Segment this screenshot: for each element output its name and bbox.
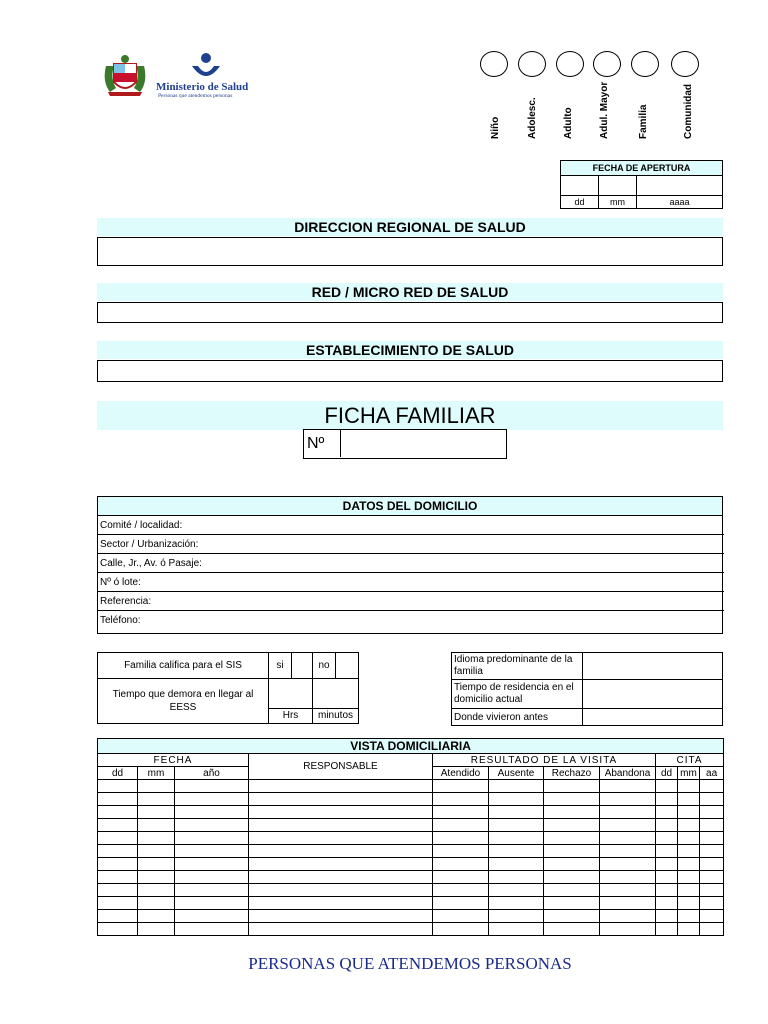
visita-row (98, 806, 724, 819)
visita-dd-header: dd (98, 767, 138, 780)
category-checkbox-nino[interactable] (480, 51, 508, 77)
visita-cell[interactable] (656, 845, 678, 858)
visita-anio-header: año (175, 767, 249, 780)
visita-cell[interactable] (138, 793, 175, 806)
visita-cell[interactable] (98, 793, 138, 806)
visita-table (97, 738, 724, 936)
visita-cell[interactable] (175, 858, 249, 871)
visita-cell[interactable] (175, 819, 249, 832)
visita-cell[interactable] (98, 832, 138, 845)
visita-ausente-header: Ausente (489, 767, 544, 780)
visita-cell[interactable] (489, 897, 544, 910)
visita-cell[interactable] (175, 793, 249, 806)
domicilio-section (97, 496, 723, 634)
visita-cell[interactable] (138, 832, 175, 845)
visita-cell[interactable] (249, 845, 433, 858)
visita-cell[interactable] (656, 858, 678, 871)
visita-cita-aa-header: aa (700, 767, 724, 780)
ficha-numero-input[interactable] (342, 430, 506, 457)
visita-cell[interactable] (700, 923, 724, 936)
visita-cell[interactable] (249, 923, 433, 936)
sis-table (97, 652, 359, 724)
establecimiento-field[interactable] (97, 360, 723, 382)
visita-cell[interactable] (98, 910, 138, 923)
visita-cell[interactable] (249, 793, 433, 806)
visita-cell[interactable] (249, 780, 433, 793)
fecha-apertura-dd-input[interactable] (561, 176, 599, 196)
ministry-tagline: Personas que atendemos personas (158, 93, 233, 99)
visita-cell[interactable] (433, 923, 489, 936)
visita-cell[interactable] (138, 871, 175, 884)
domicilio-field-calle[interactable]: Calle, Jr., Av. ó Pasaje: (98, 554, 724, 573)
visita-cell[interactable] (175, 884, 249, 897)
visita-cell[interactable] (678, 793, 700, 806)
visita-cell[interactable] (489, 793, 544, 806)
visita-cita-header: CITA (656, 754, 724, 767)
visita-cell[interactable] (544, 780, 600, 793)
visita-cell[interactable] (544, 897, 600, 910)
visita-cell[interactable] (98, 819, 138, 832)
donde-vivieron-label: Donde vivieron antes (452, 709, 583, 726)
visita-cell[interactable] (249, 806, 433, 819)
visita-cell[interactable] (433, 793, 489, 806)
visita-cell[interactable] (489, 806, 544, 819)
visita-cell[interactable] (433, 832, 489, 845)
visita-cell[interactable] (175, 910, 249, 923)
visita-cell[interactable] (600, 871, 656, 884)
visita-cell[interactable] (700, 910, 724, 923)
visita-cell[interactable] (433, 845, 489, 858)
ficha-numero-box (303, 429, 507, 459)
ministry-name: Ministerio de Salud (156, 81, 249, 93)
ficha-numero-label: Nº (304, 430, 341, 457)
visita-cell[interactable] (249, 819, 433, 832)
visita-cell[interactable] (600, 832, 656, 845)
visita-cell[interactable] (700, 871, 724, 884)
visita-cell[interactable] (175, 871, 249, 884)
tiempo-eess-label: Tiempo que demora en llegar al EESS (98, 679, 269, 724)
visita-cell[interactable] (656, 884, 678, 897)
visita-cell[interactable] (544, 923, 600, 936)
visita-cell[interactable] (249, 871, 433, 884)
direccion-regional-field[interactable] (97, 237, 723, 266)
visita-cell[interactable] (678, 806, 700, 819)
visita-cell[interactable] (138, 923, 175, 936)
visita-row (98, 871, 724, 884)
visita-cell[interactable] (175, 845, 249, 858)
visita-row (98, 910, 724, 923)
ministerio-de-salud-logo (156, 52, 256, 98)
fecha-apertura-title: FECHA DE APERTURA (561, 161, 723, 176)
visita-cell[interactable] (656, 910, 678, 923)
visita-row (98, 923, 724, 936)
visita-cell[interactable] (678, 884, 700, 897)
visita-cell[interactable] (656, 793, 678, 806)
visita-cell[interactable] (700, 832, 724, 845)
visita-cell[interactable] (489, 871, 544, 884)
visita-cell[interactable] (489, 832, 544, 845)
visita-cell[interactable] (678, 832, 700, 845)
visita-cell[interactable] (678, 780, 700, 793)
footer-slogan: PERSONAS QUE ATENDEMOS PERSONAS (248, 954, 572, 973)
tiempo-hrs-input[interactable] (269, 679, 313, 709)
visita-abandona-header: Abandona (600, 767, 656, 780)
visita-rechazo-header: Rechazo (544, 767, 600, 780)
domicilio-field-lote[interactable]: Nº ó lote: (98, 573, 724, 592)
fecha-apertura-table (560, 160, 723, 209)
sis-si-label: si (269, 653, 292, 679)
visita-cell[interactable] (544, 819, 600, 832)
visita-cell[interactable] (678, 819, 700, 832)
fecha-apertura-aaaa-input[interactable] (637, 176, 723, 196)
visita-cell[interactable] (433, 897, 489, 910)
category-label-familia: Familia (638, 104, 649, 139)
visita-cell[interactable] (175, 806, 249, 819)
visita-cell[interactable] (489, 819, 544, 832)
visita-mm-header: mm (138, 767, 175, 780)
visita-row (98, 858, 724, 871)
visita-cell[interactable] (98, 884, 138, 897)
visita-cell[interactable] (656, 897, 678, 910)
visita-cell[interactable] (175, 897, 249, 910)
visita-cell[interactable] (249, 897, 433, 910)
peru-coat-of-arms-icon (100, 52, 150, 98)
visita-cell[interactable] (175, 923, 249, 936)
sis-label: Familia califica para el SIS (98, 653, 269, 679)
visita-row (98, 832, 724, 845)
visita-cell[interactable] (249, 858, 433, 871)
visita-cell[interactable] (138, 780, 175, 793)
visita-cell[interactable] (656, 923, 678, 936)
visita-cell[interactable] (98, 806, 138, 819)
visita-cell[interactable] (600, 819, 656, 832)
category-label-adolesc: Adolesc. (527, 97, 538, 139)
visita-cell[interactable] (656, 871, 678, 884)
visita-cell[interactable] (600, 845, 656, 858)
direccion-regional-header: DIRECCION REGIONAL DE SALUD (97, 218, 723, 236)
visita-cell[interactable] (700, 884, 724, 897)
visita-cell[interactable] (700, 858, 724, 871)
visita-cell[interactable] (600, 858, 656, 871)
visita-cell[interactable] (489, 884, 544, 897)
category-checkbox-comunidad[interactable] (671, 51, 699, 77)
fecha-apertura-mm-label: mm (599, 196, 637, 209)
visita-cell[interactable] (678, 923, 700, 936)
visita-cell[interactable] (700, 845, 724, 858)
visita-cell[interactable] (544, 806, 600, 819)
visita-cell[interactable] (433, 819, 489, 832)
visita-resultado-header: RESULTADO DE LA VISITA (433, 754, 656, 767)
visita-atendido-header: Atendido (433, 767, 489, 780)
visita-cell[interactable] (138, 897, 175, 910)
domicilio-header: DATOS DEL DOMICILIO (98, 497, 722, 516)
domicilio-field-comite[interactable]: Comité / localidad: (100, 519, 183, 531)
visita-cell[interactable] (600, 910, 656, 923)
visita-cell[interactable] (544, 845, 600, 858)
tiempo-minutos-label: minutos (313, 708, 359, 723)
visita-row (98, 780, 724, 793)
visita-rows (98, 780, 724, 936)
visita-cell[interactable] (98, 845, 138, 858)
visita-cell[interactable] (544, 793, 600, 806)
visita-cell[interactable] (249, 832, 433, 845)
visita-cell[interactable] (544, 884, 600, 897)
visita-cell[interactable] (656, 780, 678, 793)
visita-cell[interactable] (138, 858, 175, 871)
visita-cell[interactable] (98, 780, 138, 793)
visita-row (98, 845, 724, 858)
visita-cell[interactable] (700, 897, 724, 910)
red-micro-red-header: RED / MICRO RED DE SALUD (97, 283, 723, 301)
category-checkbox-adul-mayor[interactable] (593, 51, 621, 77)
visita-cell[interactable] (544, 910, 600, 923)
fecha-apertura-mm-input[interactable] (599, 176, 637, 196)
visita-row (98, 819, 724, 832)
visita-cell[interactable] (600, 884, 656, 897)
domicilio-field-sector[interactable]: Sector / Urbanización: (98, 535, 724, 554)
visita-cell[interactable] (600, 897, 656, 910)
visita-fecha-header: FECHA (98, 754, 249, 767)
visita-cell[interactable] (700, 780, 724, 793)
visita-responsable-header: RESPONSABLE (249, 754, 433, 780)
visita-cell[interactable] (678, 897, 700, 910)
residencia-label: Tiempo de residencia en el domicilio actual (452, 680, 583, 709)
sis-no-checkbox[interactable] (336, 653, 359, 679)
tiempo-hrs-label: Hrs (269, 708, 313, 723)
visita-cell[interactable] (433, 871, 489, 884)
visita-cell[interactable] (175, 832, 249, 845)
fecha-apertura-aaaa-label: aaaa (637, 196, 723, 209)
visita-cita-mm-header: mm (678, 767, 700, 780)
visita-cell[interactable] (138, 884, 175, 897)
fecha-apertura-dd-label: dd (561, 196, 599, 209)
visita-cell[interactable] (98, 923, 138, 936)
visita-cell[interactable] (678, 845, 700, 858)
tiempo-minutos-input[interactable] (313, 679, 359, 709)
visita-cell[interactable] (600, 923, 656, 936)
sis-no-label: no (313, 653, 336, 679)
visita-cell[interactable] (433, 780, 489, 793)
domicilio-field-referencia[interactable]: Referencia: (98, 592, 724, 611)
donde-vivieron-input[interactable] (583, 709, 723, 726)
visita-cell[interactable] (678, 871, 700, 884)
visita-cell[interactable] (489, 923, 544, 936)
visita-cell[interactable] (489, 858, 544, 871)
category-checkbox-adulto[interactable] (556, 51, 584, 77)
visita-row (98, 793, 724, 806)
category-label-comunidad: Comunidad (683, 84, 694, 139)
residencia-input[interactable] (583, 680, 723, 709)
visita-cell[interactable] (489, 780, 544, 793)
red-micro-red-field[interactable] (97, 302, 723, 323)
visita-cell[interactable] (433, 910, 489, 923)
visita-cell[interactable] (656, 806, 678, 819)
visita-cell[interactable] (544, 832, 600, 845)
visita-cita-dd-header: dd (656, 767, 678, 780)
visita-cell[interactable] (700, 819, 724, 832)
visita-cell[interactable] (175, 780, 249, 793)
visita-row (98, 897, 724, 910)
sis-si-checkbox[interactable] (292, 653, 313, 679)
domicilio-field-telefono[interactable]: Teléfono: (98, 611, 724, 630)
ficha-familiar-title: FICHA FAMILIAR (97, 401, 723, 430)
info-right-table (451, 652, 723, 726)
visita-cell[interactable] (138, 845, 175, 858)
visita-cell[interactable] (433, 806, 489, 819)
visita-cell[interactable] (98, 897, 138, 910)
visita-cell[interactable] (600, 793, 656, 806)
visita-cell[interactable] (138, 910, 175, 923)
idioma-input[interactable] (583, 653, 723, 680)
category-checkbox-familia[interactable] (631, 51, 659, 77)
visita-cell[interactable] (656, 832, 678, 845)
visita-cell[interactable] (433, 884, 489, 897)
visita-cell[interactable] (489, 845, 544, 858)
establecimiento-header: ESTABLECIMIENTO DE SALUD (97, 341, 723, 359)
category-checkbox-adolesc[interactable] (518, 51, 546, 77)
visita-cell[interactable] (700, 793, 724, 806)
visita-cell[interactable] (678, 910, 700, 923)
visita-cell[interactable] (600, 780, 656, 793)
visita-cell[interactable] (138, 806, 175, 819)
visita-cell[interactable] (489, 910, 544, 923)
visita-cell[interactable] (600, 806, 656, 819)
visita-cell[interactable] (98, 871, 138, 884)
category-label-adulto: Adulto (563, 107, 574, 139)
visita-cell[interactable] (678, 858, 700, 871)
visita-title: VISTA DOMICILIARIA (98, 739, 724, 754)
idioma-label: Idioma predominante de la familia (452, 653, 583, 680)
category-label-adul-mayor: Adul. Mayor (599, 81, 610, 139)
visita-cell[interactable] (656, 819, 678, 832)
visita-row (98, 884, 724, 897)
visita-cell[interactable] (544, 858, 600, 871)
visita-cell[interactable] (249, 884, 433, 897)
visita-cell[interactable] (98, 858, 138, 871)
visita-cell[interactable] (249, 910, 433, 923)
visita-cell[interactable] (433, 858, 489, 871)
visita-cell[interactable] (138, 819, 175, 832)
visita-cell[interactable] (544, 871, 600, 884)
category-label-nino: Niño (490, 116, 501, 139)
visita-cell[interactable] (700, 806, 724, 819)
